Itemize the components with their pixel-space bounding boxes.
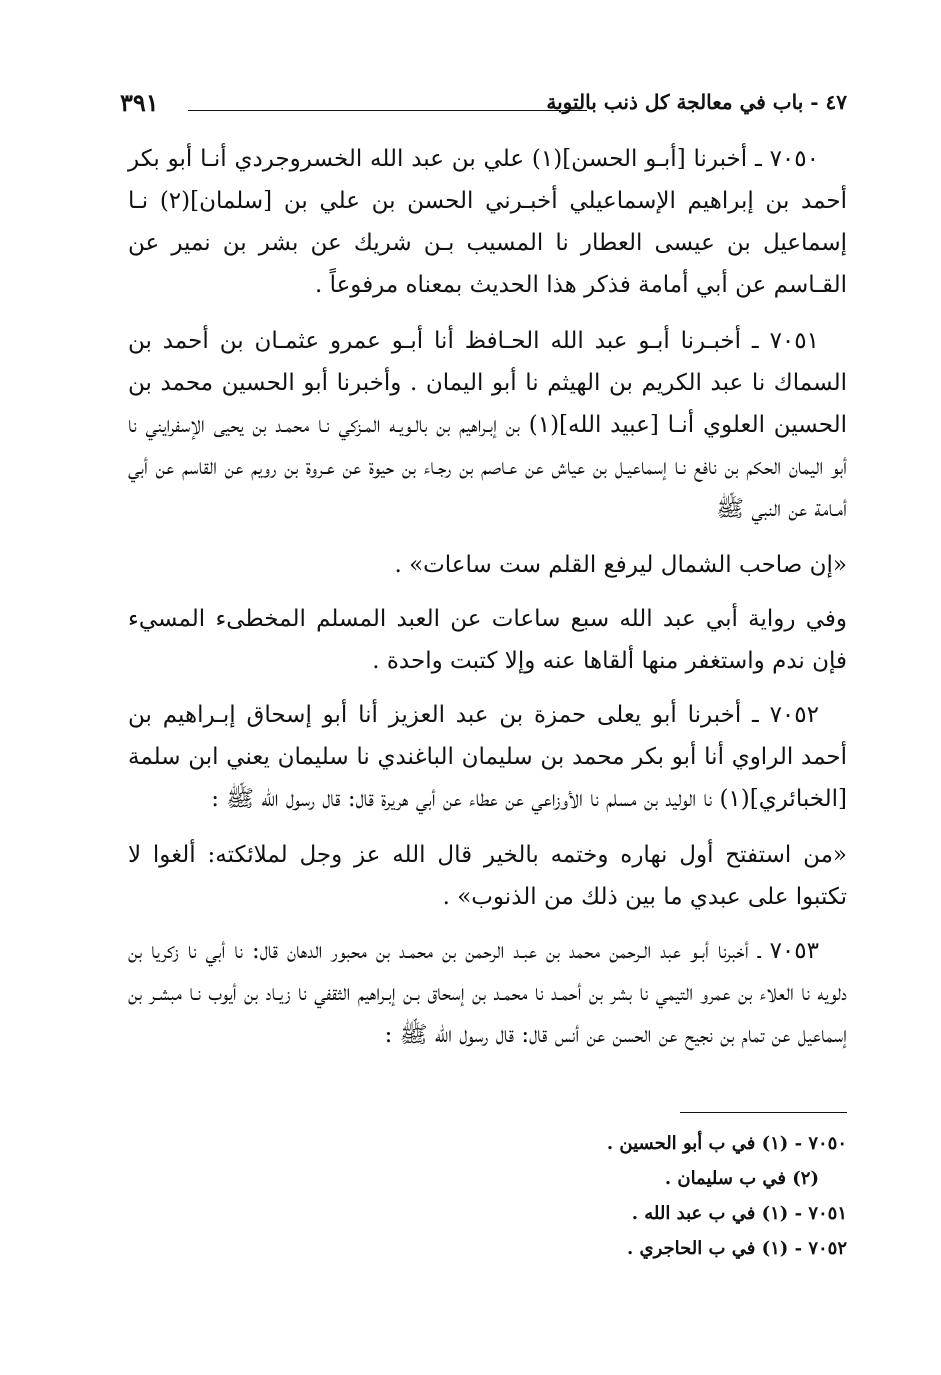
hadith-7053: ٧٠٥٣ ـ أخبرنا أبـو عبد الـرحمن محمد بن عبـد الرحمن بن محمـد بن محبور الدهان قال: نا أبي نا زكريا بن دلويه نا العلاء بن عمرو التيمي نا بشر بن أحمـد نا محمـد بن إسحاق بـن إبـراهيم الثقفي نا زيـاد بن أيوب نـا مبشـر بن إسماعيل عن تمام بن نجيح عن الحسن عن أنس قال: قال رسول الله ﷺ : [128, 938, 847, 1048]
hadith-7052: ٧٠٥٢ ـ أخبرنا أبو يعلى حمزة بن عبد العزيز أنا أبو إسحاق إبـراهيم بن أحمد الراوي أنا أبو بكر محمد بن سليمان الباغندي نا سليمان يعني ابن سلمة [الخبائري](١) نا الوليد بن مسلم نا الأوزاعي عن عطاء عن أبي هريرة قال: قال رسول الله ﷺ : [128, 702, 847, 812]
hadith-quote: «إن صاحب الشمال ليرفع القلم ست ساعات» . [394, 552, 847, 578]
footnotes [400, 1126, 847, 1266]
page-number: ٣٩١ [120, 88, 159, 117]
header-rule [188, 110, 587, 111]
page-header [120, 86, 847, 122]
footnote-item: (٢) في ب سليمان . [664, 1168, 819, 1189]
footnote-item: ٧٠٥١ - (١) في ب عبد الله . [631, 1203, 847, 1224]
footnote-item: ٧٠٥٠ - (١) في ب أبو الحسين . [606, 1133, 847, 1154]
footnote-rule [680, 1112, 847, 1113]
chapter-title: ٤٧ - باب في معالجة كل ذنب بالتوبة [546, 90, 847, 114]
footnote-item: ٧٠٥٢ - (١) في ب الحاجري . [626, 1238, 847, 1259]
narration-note: وفي رواية أبي عبد الله سبع ساعات عن العبد المسلم المخطىء المسيء فإن ندم واستغفر منها ألقاها عنه وإلا كتبت واحدة . [128, 606, 847, 674]
hadith-7051: ٧٠٥١ ـ أخبـرنا أبـو عبد الله الحـافظ أنا أبـو عمرو عثمـان بن أحمد بن السماك نا عبد الكريم بن الهيثم نا أبو اليمان . وأخبرنا أبو الحسين محمد بن الحسين العلوي أنـا [عبيد الله](١) بن إبـراهيم بن بالـويـه المـزكي نـا محمـد بن يحيى الإسفرايني نا أبو اليمان الحكم بن نافع نـا إسماعيـل بن عياش عن عـاصم بن رجـاء بن حيوة عن عـروة بن رويم عن القاسم عن أبي أمـامة عن النبي ﷺ [128, 328, 847, 522]
hadith-7050: ٧٠٥٠ ـ أخبرنا [أبـو الحسن](١) علي بن عبد الله الخسروجردي أنـا أبو بكر أحمد بن إبراهيم الإسماعيلي أخبـرني الحسن بن علي بن [سلمان](٢) نـا إسماعيل بن عيسى العطار نا المسيب بـن شريك عن بشر بن نمير عن القـاسم عن أبي أمامة فذكر هذا الحديث بمعناه مرفوعاً . [128, 146, 847, 298]
hadith-quote: «من استفتح أول نهاره وختمه بالخير قال الله عز وجل لملائكته: ألغوا لا تكتبوا على عبدي ما بين ذلك من الذنوب» . [128, 842, 847, 910]
main-text [128, 138, 847, 1070]
